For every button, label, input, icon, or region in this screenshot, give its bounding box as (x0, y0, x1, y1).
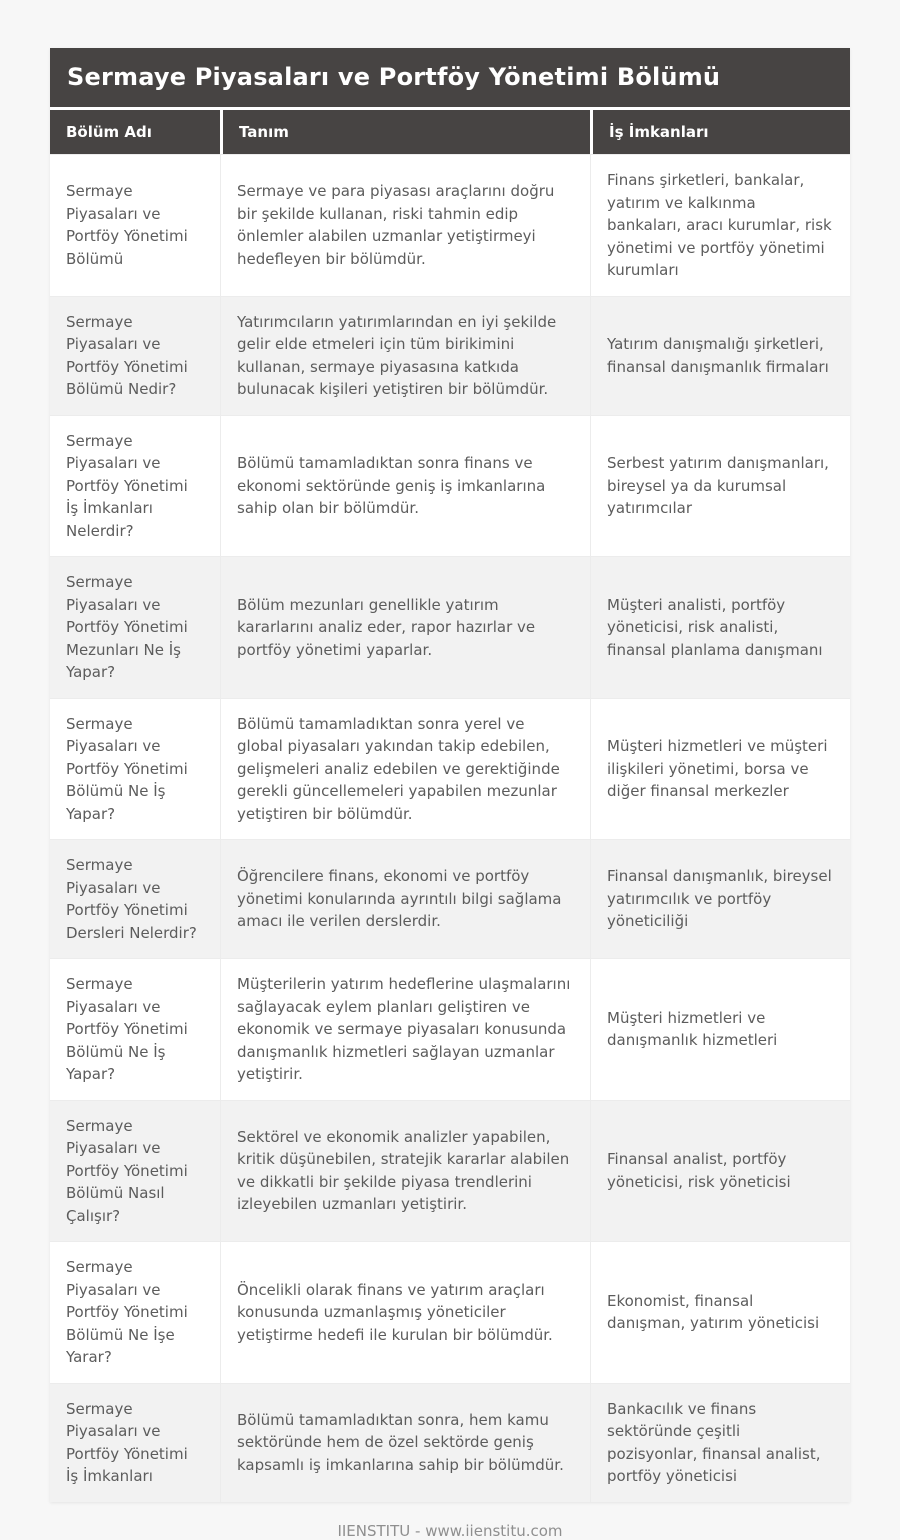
job-opportunities-cell: Bankacılık ve finans sektöründe çeşitli pozisyonlar, finansal analist, portföy yöneticisi (590, 1383, 850, 1502)
table-row (50, 556, 850, 698)
department-name-cell: Sermaye Piyasaları ve Portföy Yönetimi İş İmkanları (50, 1383, 220, 1502)
document-card (50, 48, 850, 1502)
job-opportunities-cell: Finansal danışmanlık, bireysel yatırımcılık ve portföy yöneticiliği (590, 839, 850, 958)
table-header (50, 110, 850, 154)
footer-credit: IIENSTITU - www.iienstitu.com (337, 1521, 563, 1540)
department-name-cell: Sermaye Piyasaları ve Portföy Yönetimi Bölümü Nedir? (50, 296, 220, 415)
definition-cell: Bölümü tamamladıktan sonra yerel ve global piyasaları yakından takip edebilen, gelişmeleri analiz edebilen ve gerektiğinde gerekli güncellemeleri yapabilen mezunlar yetiştiren bir bölümdür. (220, 698, 590, 840)
table-row (50, 1241, 850, 1383)
definition-cell: Yatırımcıların yatırımlarından en iyi şekilde gelir elde etmeleri için tüm birikimini kullanan, sermaye piyasasına katkıda bulunacak kişileri yetiştiren bir bölümdür. (220, 296, 590, 415)
definition-cell: Bölümü tamamladıktan sonra, hem kamu sektöründe hem de özel sektörde geniş kapsamlı iş imkanlarına sahip bir bölümdür. (220, 1383, 590, 1502)
table-row (50, 415, 850, 557)
table-row (50, 154, 850, 296)
department-name-cell: Sermaye Piyasaları ve Portföy Yönetimi Mezunları Ne İş Yapar? (50, 556, 220, 698)
job-opportunities-cell: Yatırım danışmalığı şirketleri, finansal danışmanlık firmaları (590, 296, 850, 415)
table-row (50, 958, 850, 1100)
definition-cell: Bölüm mezunları genellikle yatırım kararlarını analiz eder, rapor hazırlar ve portföy yönetimi yaparlar. (220, 556, 590, 698)
table-body (50, 154, 850, 1502)
job-opportunities-cell: Müşteri hizmetleri ve müşteri ilişkileri yönetimi, borsa ve diğer finansal merkezler (590, 698, 850, 840)
department-name-cell: Sermaye Piyasaları ve Portföy Yönetimi Bölümü Ne İş Yapar? (50, 958, 220, 1100)
job-opportunities-cell: Müşteri hizmetleri ve danışmanlık hizmetleri (590, 958, 850, 1100)
definition-cell: Müşterilerin yatırım hedeflerine ulaşmalarını sağlayacak eylem planları geliştiren ve ekonomik ve sermaye piyasaları konusunda danışmanlık hizmetleri sağlayan uzmanlar yetiştirir. (220, 958, 590, 1100)
table-row (50, 698, 850, 840)
department-name-cell: Sermaye Piyasaları ve Portföy Yönetimi Dersleri Nelerdir? (50, 839, 220, 958)
department-name-cell: Sermaye Piyasaları ve Portföy Yönetimi Bölümü Ne İş Yapar? (50, 698, 220, 840)
table-row (50, 1383, 850, 1502)
column-header-department-name: Bölüm Adı (50, 110, 220, 154)
job-opportunities-cell: Finansal analist, portföy yöneticisi, risk yöneticisi (590, 1100, 850, 1242)
job-opportunities-cell: Serbest yatırım danışmanları, bireysel ya da kurumsal yatırımcılar (590, 415, 850, 557)
definition-cell: Sermaye ve para piyasası araçlarını doğru bir şekilde kullanan, riski tahmin edip önlemler alabilen uzmanlar yetiştirmeyi hedefleyen bir bölümdür. (220, 154, 590, 296)
department-name-cell: Sermaye Piyasaları ve Portföy Yönetimi Bölümü Nasıl Çalışır? (50, 1100, 220, 1242)
definition-cell: Öncelikli olarak finans ve yatırım araçları konusunda uzmanlaşmış yöneticiler yetiştirme hedefi ile kurulan bir bölümdür. (220, 1241, 590, 1383)
department-table (50, 110, 850, 1502)
table-row (50, 296, 850, 415)
job-opportunities-cell: Müşteri analisti, portföy yöneticisi, risk analisti, finansal planlama danışmanı (590, 556, 850, 698)
department-name-cell: Sermaye Piyasaları ve Portföy Yönetimi Bölümü (50, 154, 220, 296)
table-row (50, 839, 850, 958)
department-name-cell: Sermaye Piyasaları ve Portföy Yönetimi İş İmkanları Nelerdir? (50, 415, 220, 557)
job-opportunities-cell: Finans şirketleri, bankalar, yatırım ve kalkınma bankaları, aracı kurumlar, risk yönetimi ve portföy yönetimi kurumları (590, 154, 850, 296)
definition-cell: Bölümü tamamladıktan sonra finans ve ekonomi sektöründe geniş iş imkanlarına sahip olan bir bölümdür. (220, 415, 590, 557)
column-header-job-opportunities: İş İmkanları (590, 110, 850, 154)
table-row (50, 1100, 850, 1242)
department-name-cell: Sermaye Piyasaları ve Portföy Yönetimi Bölümü Ne İşe Yarar? (50, 1241, 220, 1383)
job-opportunities-cell: Ekonomist, finansal danışman, yatırım yöneticisi (590, 1241, 850, 1383)
definition-cell: Sektörel ve ekonomik analizler yapabilen, kritik düşünebilen, stratejik kararlar alabilen ve dikkatli bir şekilde piyasa trendlerini izleyebilen uzmanları yetiştirir. (220, 1100, 590, 1242)
page-title: Sermaye Piyasaları ve Portföy Yönetimi Bölümü (50, 48, 850, 107)
column-header-definition: Tanım (220, 110, 590, 154)
definition-cell: Öğrencilere finans, ekonomi ve portföy yönetimi konularında ayrıntılı bilgi sağlama amacı ile verilen derslerdir. (220, 839, 590, 958)
